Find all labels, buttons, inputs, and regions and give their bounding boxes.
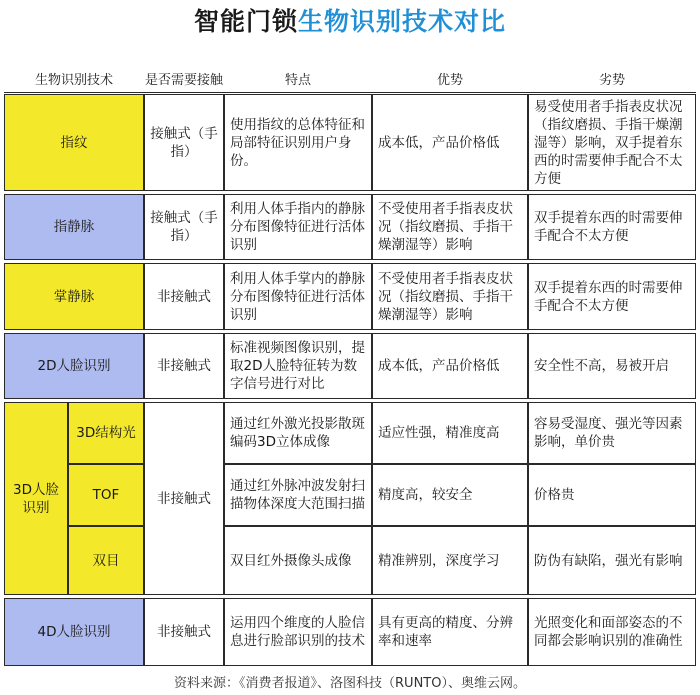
features-fingerprint: 使用指纹的总体特征和局部特征识别用户身份。 xyxy=(224,94,372,191)
features-4d-face: 运用四个维度的人脸信息进行脸部识别的技术 xyxy=(224,598,372,666)
title-part-2: 生物识别技术对比 xyxy=(298,7,507,36)
features-palm-vein: 利用人体手掌内的静脉分布图像特征进行活体识别 xyxy=(224,263,372,330)
pros-fingerprint: 成本低，产品价格低 xyxy=(372,94,528,191)
cons-palm-vein: 双手提着东西的时需要伸手配合不太方便 xyxy=(528,263,696,330)
tech-3d-face: 3D人脸识别 xyxy=(4,402,68,595)
pros-3d-structured-light: 适应性强，精准度高 xyxy=(372,402,528,464)
pros-3d-tof: 精度高，较安全 xyxy=(372,464,528,526)
pros-3d-binocular: 精准辨别，深度学习 xyxy=(372,526,528,595)
tech-fingerprint: 指纹 xyxy=(4,94,144,191)
contact-palm-vein: 非接触式 xyxy=(144,263,224,330)
source-footer: 资料来源：《消费者报道》、洛图科技（RUNTO）、奥维云网。 xyxy=(174,676,526,691)
contact-3d-face: 非接触式 xyxy=(144,402,224,595)
cons-3d-binocular: 防伪有缺陷，强光有影响 xyxy=(528,526,696,595)
features-2d-face: 标准视频图像识别，提取2D人脸特征转为数字信号进行对比 xyxy=(224,333,372,399)
header-divider xyxy=(4,92,696,93)
tech-3d-structured-light: 3D结构光 xyxy=(68,402,144,464)
tech-3d-binocular: 双目 xyxy=(68,526,144,595)
pros-finger-vein: 不受使用者手指表皮状况（指纹磨损、手指干燥潮湿等）影响 xyxy=(372,194,528,260)
header-cons: 劣势 xyxy=(598,72,625,88)
contact-finger-vein: 接触式（手指） xyxy=(144,194,224,260)
header-pros: 优势 xyxy=(436,72,463,88)
features-3d-structured-light: 通过红外激光投影散斑编码3D立体成像 xyxy=(224,402,372,464)
header-contact: 是否需要接触 xyxy=(144,72,223,88)
tech-4d-face: 4D人脸识别 xyxy=(4,598,144,666)
cons-fingerprint: 易受使用者手指表皮状况（指纹磨损、手指干燥潮湿等）影响，双手提着东西的时需要伸手配合不太方便 xyxy=(528,94,696,191)
contact-fingerprint: 接触式（手指） xyxy=(144,94,224,191)
contact-2d-face: 非接触式 xyxy=(144,333,224,399)
cons-finger-vein: 双手提着东西的时需要伸手配合不太方便 xyxy=(528,194,696,260)
pros-4d-face: 具有更高的精度、分辨率和速率 xyxy=(372,598,528,666)
header-tech: 生物识别技术 xyxy=(34,72,113,88)
features-3d-tof: 通过红外脉冲波发射扫描物体深度大范围扫描 xyxy=(224,464,372,526)
pros-2d-face: 成本低，产品价格低 xyxy=(372,333,528,399)
contact-4d-face: 非接触式 xyxy=(144,598,224,666)
title-part-1: 智能门锁 xyxy=(193,7,298,36)
tech-palm-vein: 掌静脉 xyxy=(4,263,144,330)
cons-2d-face: 安全性不高，易被开启 xyxy=(528,333,696,399)
features-3d-binocular: 双目红外摄像头成像 xyxy=(224,526,372,595)
header-features: 特点 xyxy=(284,72,311,88)
pros-palm-vein: 不受使用者手指表皮状况（指纹磨损、手指干燥潮湿等）影响 xyxy=(372,263,528,330)
tech-3d-tof: TOF xyxy=(68,464,144,526)
tech-2d-face: 2D人脸识别 xyxy=(4,333,144,399)
cons-3d-structured-light: 容易受湿度、强光等因素影响，单价贵 xyxy=(528,402,696,464)
cons-4d-face: 光照变化和面部姿态的不同都会影响识别的准确性 xyxy=(528,598,696,666)
cons-3d-tof: 价格贵 xyxy=(528,464,696,526)
tech-finger-vein: 指静脉 xyxy=(4,194,144,260)
features-finger-vein: 利用人体手指内的静脉分布图像特征进行活体识别 xyxy=(224,194,372,260)
